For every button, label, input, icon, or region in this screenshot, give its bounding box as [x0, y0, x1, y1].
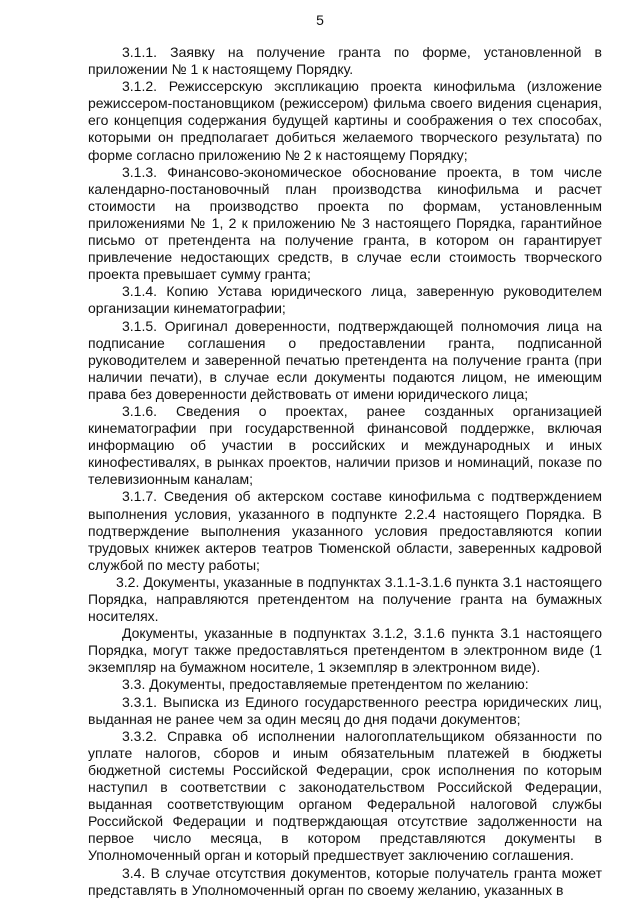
document-body	[88, 44, 602, 899]
clause-3-3: 3.3. Документы, предоставляемые претендентом по желанию:	[122, 676, 529, 693]
clause-3-1-3: 3.1.3. Финансово-экономическое обоснование проекта, в том числе календарно-постановочный план производства кинофильма и расчет стоимости на производство проекта по формам, установленным приложениями № 1, 2 к приложению № 3 настоящего Порядка, гарантийное письмо от претендента на получение гранта, в котором он гарантирует привлечение недостающих средств, в случае если стоимость творческого проекта превышает сумму гранта;	[88, 163, 602, 283]
clause-3-2: 3.2. Документы, указанные в подпунктах 3.1.1-3.1.6 пункта 3.1 настоящего Порядка, направляются претендентом на получение гранта на бумажных носителях.	[88, 573, 602, 625]
clause-3-1-4: 3.1.4. Копию Устава юридического лица, заверенную руководителем организации кинематографии;	[88, 283, 602, 317]
clause-3-1-6: 3.1.6. Сведения о проектах, ранее созданных организацией кинематографии при государственной финансовой поддержке, включая информацию об участии в российских и международных и иных кинофестивалях, в рынках проектов, наличии призов и номинаций, показе по телевизионным каналам;	[88, 402, 602, 488]
clause-3-3-1: 3.3.1. Выписка из Единого государственного реестра юридических лиц, выданная не ранее чем за один месяц до дня подачи документов;	[88, 693, 602, 727]
clause-3-1-5: 3.1.5. Оригинал доверенности, подтверждающей полномочия лица на подписание соглашения о предоставлении гранта, подписанной руководителем и заверенной печатью претендента на получение гранта (при наличии печати), в случае если документы подаются лицом, не имеющим права без доверенности действовать от имени юридического лица;	[88, 317, 602, 402]
clause-3-1-1: 3.1.1. Заявку на получение гранта по форме, установленной в приложении № 1 к настоящему Порядку.	[88, 44, 602, 78]
clause-3-2-electronic: Документы, указанные в подпунктах 3.1.2, 3.1.6 пункта 3.1 настоящего Порядка, могут также предоставляться претендентом в электронном виде (1 экземпляр на бумажном носителе, 1 экземпляр в электронном виде).	[88, 625, 602, 676]
clause-3-1-7: 3.1.7. Сведения об актерском составе кинофильма с подтверждением выполнения условия, указанного в подпункте 2.2.4 настоящего Порядка. В подтверждение выполнения указанного условия предоставляются копии трудовых книжек актеров театров Тюменской области, заверенных кадровой службой по месту работы;	[88, 488, 602, 573]
clause-3-3-2: 3.3.2. Справка об исполнении налогоплательщиком обязанности по уплате налогов, сборов и иным обязательным платежей в бюджеты бюджетной системы Российской Федерации, срок исполнения по которым наступил в соответствии с законодательством Российской Федерации, выданная соответствующим органом Федеральной налоговой службы Российской Федерации и подтверждающая отсутствие задолженности на первое число месяца, в котором представляются документы в Уполномоченный орган и который предшествует заключению соглашения.	[88, 727, 602, 864]
clause-3-1-2: 3.1.2. Режиссерскую экспликацию проекта кинофильма (изложение режиссером-постановщиком (режиссером) фильма своего видения сценария, его концепция содержания будущей картины и соображения о тех способах, которыми он предполагает добиться желаемого творческого результата) по форме согласно приложению № 2 к настоящему Порядку;	[88, 78, 602, 163]
page-number: 5	[316, 12, 324, 28]
clause-3-4: 3.4. В случае отсутствия документов, которые получатель гранта может представлять в Уполномоченный орган по своему желанию, указанных в	[88, 864, 602, 898]
